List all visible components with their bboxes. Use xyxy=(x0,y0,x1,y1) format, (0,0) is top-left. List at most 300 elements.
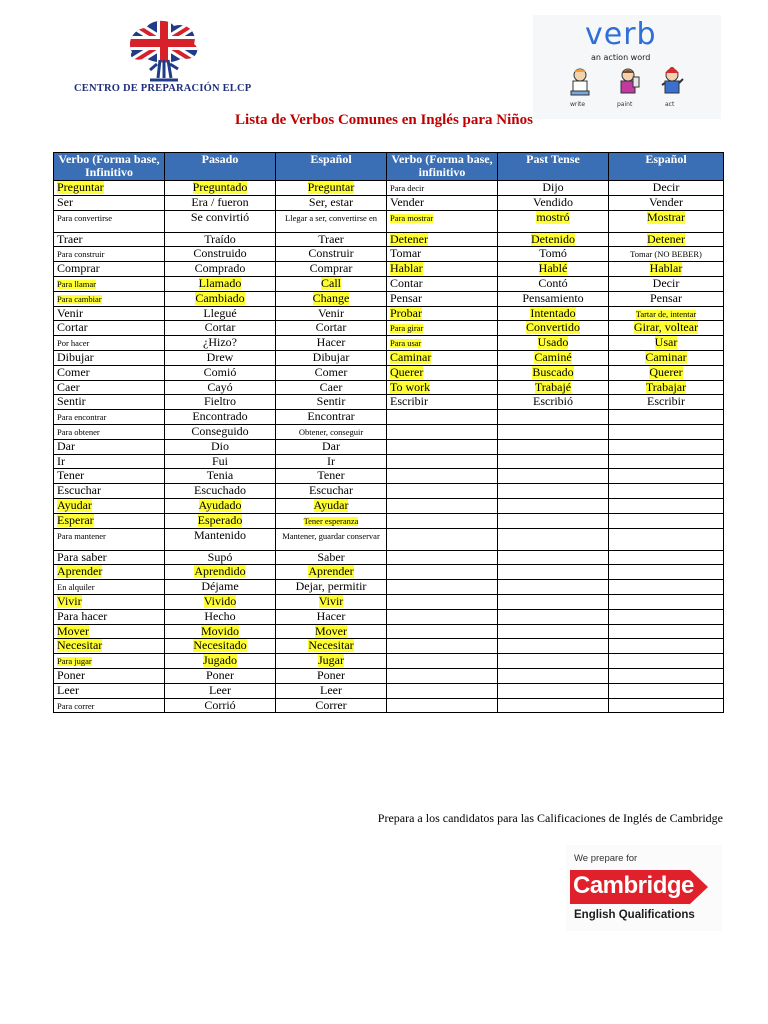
cell-spanish xyxy=(276,624,387,639)
cell-text: Ir xyxy=(327,454,335,468)
col-header-past-tense: Past Tense xyxy=(498,153,609,181)
cell-spanish-2 xyxy=(609,181,724,196)
cell-spanish xyxy=(276,528,387,550)
cell-text: Tenia xyxy=(206,468,234,483)
cell-text: Era / fueron xyxy=(191,195,249,209)
cell-past-tense xyxy=(498,594,609,609)
cell-text: Cortar xyxy=(57,320,88,335)
cell-text: Ir xyxy=(57,454,65,468)
cell-spanish xyxy=(276,469,387,484)
cell-verb-base-2 xyxy=(387,424,498,439)
cell-verb-base xyxy=(54,306,165,321)
table-header-row xyxy=(54,153,724,181)
cell-text: Tomar (NO BEBER) xyxy=(630,249,702,260)
cell-text: Comprar xyxy=(57,261,100,276)
cell-text: Vendido xyxy=(533,195,573,209)
cell-past-tense xyxy=(498,336,609,351)
kid-acting-icon xyxy=(659,67,685,104)
cell-spanish xyxy=(276,262,387,277)
table-row xyxy=(54,262,724,277)
cell-text: Detener xyxy=(647,232,685,246)
cell-text: Llegar a ser, convertirse en xyxy=(285,212,377,223)
cell-spanish xyxy=(276,291,387,306)
cell-past-tense xyxy=(498,454,609,469)
cell-past-tense xyxy=(498,380,609,395)
cell-text: Encontrar xyxy=(307,409,355,424)
cell-text: Mantenido xyxy=(194,528,246,542)
cell-spanish xyxy=(276,550,387,565)
cell-spanish-2 xyxy=(609,565,724,580)
cell-verb-base xyxy=(54,609,165,624)
cell-past-tense xyxy=(498,195,609,210)
table-row xyxy=(54,424,724,439)
cell-verb-base-2 xyxy=(387,291,498,306)
cell-text: Llamado xyxy=(198,276,242,290)
cell-past-tense xyxy=(498,424,609,439)
cell-verb-base xyxy=(54,321,165,336)
cell-spanish-2 xyxy=(609,469,724,484)
table-row xyxy=(54,550,724,565)
cell-text: Vender xyxy=(390,195,424,209)
cell-spanish xyxy=(276,195,387,210)
cell-spanish-2 xyxy=(609,424,724,439)
cell-text: Decir xyxy=(652,276,680,290)
table-row xyxy=(54,683,724,698)
cell-text: Ayudado xyxy=(198,498,242,512)
table-row xyxy=(54,654,724,669)
cell-past xyxy=(165,609,276,624)
cell-text: Hablar xyxy=(649,261,683,276)
cell-spanish xyxy=(276,594,387,609)
cell-text: Buscado xyxy=(532,365,574,379)
table-row xyxy=(54,668,724,683)
table-row xyxy=(54,395,724,410)
table-row xyxy=(54,210,724,232)
cell-text: Hacer xyxy=(316,609,346,623)
cell-verb-base-2 xyxy=(387,484,498,499)
cell-past-tense xyxy=(498,350,609,365)
cell-past-tense xyxy=(498,498,609,513)
cell-spanish-2 xyxy=(609,336,724,351)
cell-text: Convertido xyxy=(526,320,580,335)
cell-past-tense xyxy=(498,513,609,528)
cell-past-tense xyxy=(498,698,609,713)
cell-spanish-2 xyxy=(609,395,724,410)
cell-text: Esperado xyxy=(197,513,243,527)
cell-text: Fieltro xyxy=(204,394,236,409)
cell-past-tense xyxy=(498,232,609,247)
cell-spanish xyxy=(276,181,387,196)
cell-verb-base-2 xyxy=(387,513,498,528)
cell-spanish-2 xyxy=(609,410,724,425)
cell-past-tense xyxy=(498,668,609,683)
cell-verb-base-2 xyxy=(387,624,498,639)
cell-past xyxy=(165,424,276,439)
cell-verb-base-2 xyxy=(387,336,498,351)
cell-spanish xyxy=(276,350,387,365)
cell-spanish xyxy=(276,365,387,380)
cell-past-tense xyxy=(498,276,609,291)
cell-verb-base xyxy=(54,247,165,262)
cell-verb-base-2 xyxy=(387,469,498,484)
cell-text: Venir xyxy=(57,306,83,320)
cell-spanish-2 xyxy=(609,232,724,247)
cell-past-tense xyxy=(498,247,609,262)
cell-spanish-2 xyxy=(609,498,724,513)
table-row xyxy=(54,247,724,262)
cell-text: Escuchar xyxy=(57,483,101,498)
cell-text: Tener xyxy=(317,468,345,483)
cell-text: Corrió xyxy=(204,698,236,712)
cell-text: Intentado xyxy=(530,306,576,320)
cell-spanish-2 xyxy=(609,580,724,595)
verb-logo-image xyxy=(533,15,721,119)
cell-spanish-2 xyxy=(609,639,724,654)
cell-text: Pensamiento xyxy=(522,291,584,305)
cell-past xyxy=(165,454,276,469)
cell-text: Querer xyxy=(390,365,424,379)
cell-text: Cortar xyxy=(315,320,347,335)
cell-verb-base-2 xyxy=(387,498,498,513)
cell-text: Hablé xyxy=(538,261,568,276)
cell-past-tense xyxy=(498,365,609,380)
cell-text: Vivido xyxy=(203,594,237,608)
cell-verb-base xyxy=(54,350,165,365)
cell-spanish-2 xyxy=(609,454,724,469)
cell-verb-base-2 xyxy=(387,683,498,698)
table-row xyxy=(54,380,724,395)
cell-text: Detenido xyxy=(531,232,575,246)
cell-verb-base-2 xyxy=(387,380,498,395)
cell-text: Cayó xyxy=(207,380,233,394)
cell-spanish-2 xyxy=(609,365,724,380)
cell-past xyxy=(165,181,276,196)
cell-past-tense xyxy=(498,624,609,639)
cell-text: Poner xyxy=(206,668,234,682)
cell-spanish-2 xyxy=(609,306,724,321)
table-row xyxy=(54,306,724,321)
cell-text: Traído xyxy=(204,232,236,246)
cell-past-tense xyxy=(498,395,609,410)
cell-verb-base xyxy=(54,439,165,454)
table-row xyxy=(54,624,724,639)
cell-verb-base xyxy=(54,639,165,654)
cell-text: Necesitar xyxy=(57,638,103,653)
cell-text: Vivir xyxy=(57,594,82,608)
cell-verb-base xyxy=(54,395,165,410)
cell-spanish xyxy=(276,484,387,499)
cell-text: Déjame xyxy=(201,579,239,594)
cell-text: Escuchar xyxy=(309,483,353,498)
cell-text: Comer xyxy=(57,365,90,379)
cell-text: Para usar xyxy=(390,338,422,349)
cell-past xyxy=(165,469,276,484)
cell-text: Dejar, permitir xyxy=(295,579,367,594)
cell-text: Contó xyxy=(538,276,568,290)
cell-verb-base-2 xyxy=(387,395,498,410)
cell-spanish-2 xyxy=(609,380,724,395)
cell-text: Mostrar xyxy=(647,210,685,224)
table-row xyxy=(54,439,724,454)
cell-verb-base xyxy=(54,565,165,580)
table-row xyxy=(54,580,724,595)
cell-spanish xyxy=(276,668,387,683)
cell-past xyxy=(165,639,276,654)
cell-text: Escribir xyxy=(647,394,685,409)
col-header-past: Pasado xyxy=(165,153,276,181)
cell-text: Construir xyxy=(308,246,354,261)
cell-spanish-2 xyxy=(609,439,724,454)
cell-verb-base-2 xyxy=(387,350,498,365)
cell-text: Leer xyxy=(320,683,342,697)
table-row xyxy=(54,594,724,609)
cell-spanish xyxy=(276,513,387,528)
cell-past xyxy=(165,594,276,609)
cell-past xyxy=(165,528,276,550)
cell-text: Usado xyxy=(537,335,569,350)
cell-text: Hecho xyxy=(204,609,236,623)
cell-verb-base-2 xyxy=(387,410,498,425)
cell-text: Comprar xyxy=(309,261,353,276)
table-row xyxy=(54,195,724,210)
cell-past xyxy=(165,195,276,210)
cell-spanish-2 xyxy=(609,668,724,683)
cell-verb-base xyxy=(54,276,165,291)
cell-verb-base-2 xyxy=(387,210,498,232)
cell-text: Aprender xyxy=(308,564,354,579)
cell-spanish xyxy=(276,580,387,595)
cell-past-tense xyxy=(498,469,609,484)
cell-verb-base xyxy=(54,291,165,306)
cell-past xyxy=(165,550,276,565)
table-row xyxy=(54,609,724,624)
cell-verb-base xyxy=(54,210,165,232)
cell-verb-base-2 xyxy=(387,306,498,321)
cell-text: Para jugar xyxy=(57,656,92,667)
cell-text: Vender xyxy=(649,195,683,209)
cell-text: mostró xyxy=(536,210,570,224)
table-row xyxy=(54,291,724,306)
cell-spanish xyxy=(276,424,387,439)
cell-verb-base xyxy=(54,668,165,683)
cell-past-tense xyxy=(498,609,609,624)
table-row xyxy=(54,276,724,291)
cell-past xyxy=(165,410,276,425)
cell-past xyxy=(165,654,276,669)
cell-past xyxy=(165,484,276,499)
cell-text: Dibujar xyxy=(312,350,350,364)
cell-text: Caminé xyxy=(534,350,572,364)
cell-past-tense xyxy=(498,321,609,336)
table-row xyxy=(54,454,724,469)
cell-past xyxy=(165,395,276,410)
cell-spanish-2 xyxy=(609,350,724,365)
cell-verb-base-2 xyxy=(387,181,498,196)
cell-text: Jugado xyxy=(203,653,237,668)
cell-past-tense xyxy=(498,484,609,499)
cell-past xyxy=(165,380,276,395)
cell-verb-base-2 xyxy=(387,232,498,247)
cell-spanish xyxy=(276,565,387,580)
cell-spanish-2 xyxy=(609,291,724,306)
cell-verb-base xyxy=(54,624,165,639)
cell-verb-base-2 xyxy=(387,594,498,609)
table-row xyxy=(54,365,724,380)
cell-spanish xyxy=(276,336,387,351)
cell-past xyxy=(165,350,276,365)
cell-spanish xyxy=(276,439,387,454)
cell-text: Poner xyxy=(57,668,85,682)
cell-text: Para obtener xyxy=(57,426,100,437)
cell-text: Tener esperanza xyxy=(303,515,359,526)
cell-past-tense xyxy=(498,550,609,565)
cell-text: Trabajé xyxy=(534,380,572,394)
cell-text: Leer xyxy=(57,683,79,697)
table-row xyxy=(54,528,724,550)
cell-verb-base xyxy=(54,528,165,550)
cell-spanish-2 xyxy=(609,321,724,336)
cell-past xyxy=(165,321,276,336)
cell-text: Mover xyxy=(315,624,347,638)
cell-verb-base xyxy=(54,454,165,469)
kid-caption-write: write xyxy=(570,101,586,108)
cell-verb-base-2 xyxy=(387,365,498,380)
cell-text: Escribir xyxy=(390,394,428,409)
cell-spanish xyxy=(276,210,387,232)
cell-verb-base xyxy=(54,424,165,439)
cell-past xyxy=(165,232,276,247)
cell-past xyxy=(165,262,276,277)
cell-text: Mantener, guardar conservar xyxy=(282,530,380,541)
cell-spanish xyxy=(276,454,387,469)
cell-spanish-2 xyxy=(609,550,724,565)
table-row xyxy=(54,498,724,513)
cell-text: Supó xyxy=(207,550,233,564)
cell-text: Dio xyxy=(211,439,229,453)
cell-verb-base xyxy=(54,698,165,713)
cell-text: Tomar xyxy=(390,246,422,261)
cell-verb-base xyxy=(54,232,165,247)
col-header-spanish: Español xyxy=(276,153,387,181)
cell-past xyxy=(165,291,276,306)
cell-text: Tener xyxy=(57,468,85,483)
cell-spanish-2 xyxy=(609,698,724,713)
cell-text: Ayudar xyxy=(57,498,92,512)
cell-verb-base-2 xyxy=(387,698,498,713)
cell-past-tense xyxy=(498,410,609,425)
cell-text: Hablar xyxy=(390,261,423,276)
elcp-tree-logo xyxy=(124,18,204,84)
table-row xyxy=(54,350,724,365)
cell-text: Dibujar xyxy=(57,350,94,364)
table-row xyxy=(54,336,724,351)
cambridge-pre-text: We prepare for xyxy=(574,853,638,864)
cell-text: Usar xyxy=(654,335,678,350)
cell-text: Saber xyxy=(317,550,345,564)
cell-text: Aprender xyxy=(57,564,103,579)
cell-verb-base xyxy=(54,262,165,277)
cell-spanish-2 xyxy=(609,484,724,499)
cell-text: Escribió xyxy=(533,394,573,409)
cell-verb-base xyxy=(54,580,165,595)
cell-text: Preguntado xyxy=(192,180,248,194)
cell-verb-base xyxy=(54,469,165,484)
cell-text: To work xyxy=(390,380,431,394)
cell-verb-base-2 xyxy=(387,580,498,595)
cell-text: Para saber xyxy=(57,550,107,564)
cell-text: Por hacer xyxy=(57,338,90,349)
cell-text: Decir xyxy=(652,180,680,194)
cell-past xyxy=(165,210,276,232)
table-row xyxy=(54,410,724,425)
cell-spanish xyxy=(276,321,387,336)
cell-past xyxy=(165,668,276,683)
cell-spanish-2 xyxy=(609,609,724,624)
cambridge-prepare-text: Prepara a los candidatos para las Calificaciones de Inglés de Cambridge xyxy=(377,811,723,825)
cell-text: Preguntar xyxy=(57,180,104,194)
cell-verb-base xyxy=(54,195,165,210)
cell-verb-base xyxy=(54,336,165,351)
cell-text: Mover xyxy=(57,624,89,638)
cell-text: Esperar xyxy=(57,513,94,527)
cell-spanish-2 xyxy=(609,210,724,232)
cell-text: Contar xyxy=(390,276,423,290)
cell-spanish-2 xyxy=(609,262,724,277)
cell-past xyxy=(165,565,276,580)
cell-text: Comió xyxy=(203,365,237,379)
cell-past-tense xyxy=(498,565,609,580)
cell-text: Drew xyxy=(206,350,234,364)
cell-past xyxy=(165,683,276,698)
cell-text: Para mantener xyxy=(57,530,106,541)
cell-text: Tomó xyxy=(539,246,567,261)
cell-spanish-2 xyxy=(609,654,724,669)
cell-text: Movido xyxy=(200,624,239,638)
cell-spanish-2 xyxy=(609,528,724,550)
cell-text: ¿Hizo? xyxy=(203,335,237,350)
cambridge-logo xyxy=(566,845,722,931)
table-row xyxy=(54,181,724,196)
cell-past xyxy=(165,439,276,454)
cell-text: Comer xyxy=(314,365,348,379)
cell-verb-base xyxy=(54,594,165,609)
cell-text: Vivir xyxy=(318,594,344,608)
cell-verb-base xyxy=(54,498,165,513)
cell-spanish-2 xyxy=(609,513,724,528)
cell-text: Comprado xyxy=(194,261,246,276)
cell-past xyxy=(165,698,276,713)
cell-text: Para cambiar xyxy=(57,293,102,304)
cell-past xyxy=(165,498,276,513)
kid-writing-icon xyxy=(567,67,593,104)
cell-text: En alquiler xyxy=(57,582,95,593)
table-row xyxy=(54,639,724,654)
cell-text: Traer xyxy=(318,232,344,246)
verb-logo-word: verb xyxy=(585,17,657,52)
cell-past xyxy=(165,513,276,528)
cell-spanish-2 xyxy=(609,624,724,639)
cell-past-tense xyxy=(498,181,609,196)
cell-text: Caminar xyxy=(645,350,687,364)
cell-spanish xyxy=(276,639,387,654)
cell-verb-base xyxy=(54,683,165,698)
cell-text: Girar, voltear xyxy=(633,320,699,335)
cell-verb-base-2 xyxy=(387,262,498,277)
cell-past xyxy=(165,336,276,351)
cell-text: Call xyxy=(321,276,341,290)
cell-past xyxy=(165,247,276,262)
cell-verb-base xyxy=(54,484,165,499)
